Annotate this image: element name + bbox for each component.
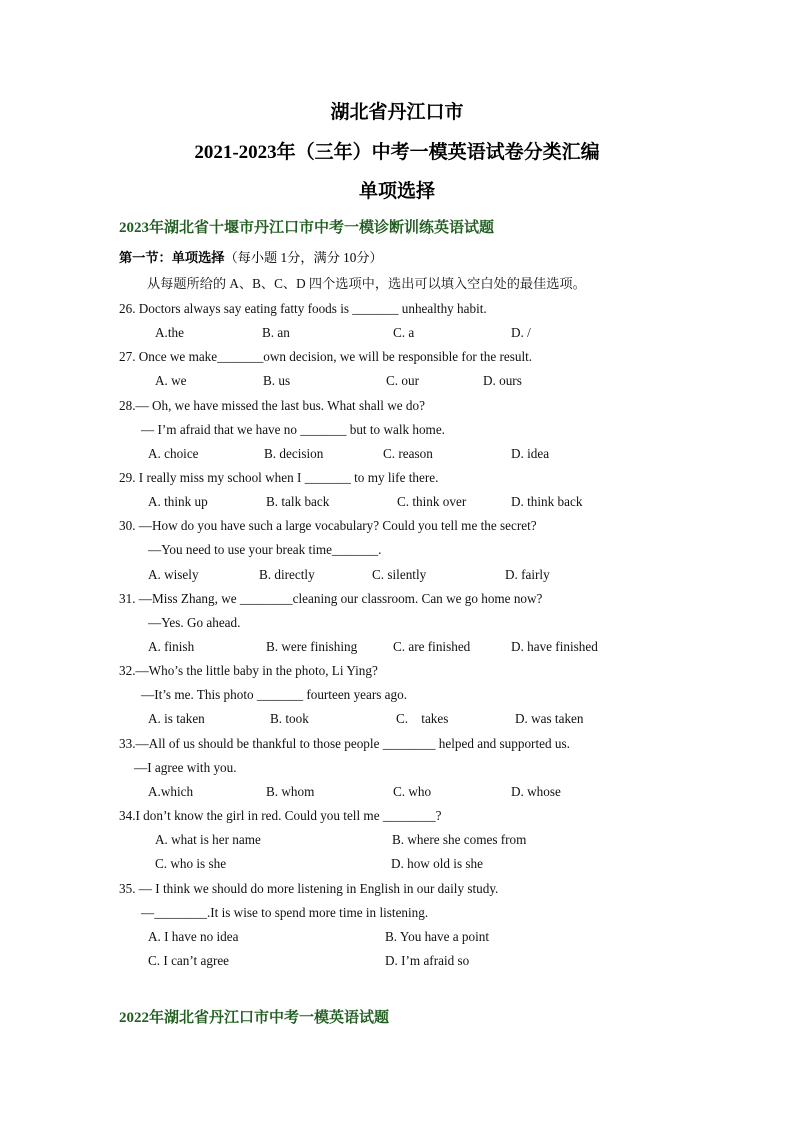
option-d: D. was taken xyxy=(515,711,584,726)
option-b: B. You have a point xyxy=(385,929,490,944)
question-stem-reply: —It’s me. This photo _______ fourteen years ago. xyxy=(141,687,408,702)
part-heading xyxy=(119,247,383,266)
question-stem: 27. Once we make_______own decision, we will be responsible for the result. xyxy=(119,349,533,364)
option-b: B. talk back xyxy=(266,494,330,509)
option-d: D. think back xyxy=(511,494,583,509)
option-a: A. I have no idea xyxy=(148,929,239,944)
question-stem: 33.—All of us should be thankful to those people ________ helped and supported us. xyxy=(119,736,570,751)
question-stem: 32.—Who’s the little baby in the photo, Li Ying? xyxy=(119,663,378,678)
question-stem: 26. Doctors always say eating fatty foods is _______ unhealthy habit. xyxy=(119,301,487,316)
option-d: D. idea xyxy=(511,446,550,461)
option-d: D. fairly xyxy=(505,567,550,582)
question-stem-reply: —You need to use your break time_______. xyxy=(148,542,382,557)
question-stem-reply: —________.It is wise to spend more time in listening. xyxy=(141,905,429,920)
question-stem-reply: —I agree with you. xyxy=(134,760,237,775)
option-c: C. who is she xyxy=(155,856,227,871)
part-instruction: 从每题所给的 A、B、C、D 四个选项中，选出可以填入空白处的最佳选项。 xyxy=(147,276,586,291)
option-a: A. choice xyxy=(148,446,199,461)
question-stem: 29. I really miss my school when I _______ to my life there. xyxy=(119,470,439,485)
option-d: D. have finished xyxy=(511,639,598,654)
title-topic: 单项选择 xyxy=(358,181,435,202)
question-stem-reply: — I’m afraid that we have no _______ but to walk home. xyxy=(141,422,445,437)
option-c: C. who xyxy=(393,784,432,799)
option-c: C. a xyxy=(393,325,415,340)
question-stem: 28.— Oh, we have missed the last bus. What shall we do? xyxy=(119,398,425,413)
option-b: B. an xyxy=(262,325,290,340)
title-region: 湖北省丹江口市 xyxy=(330,102,464,123)
option-c: C. our xyxy=(386,373,419,388)
question-stem: 30. —How do you have such a large vocabulary? Could you tell me the secret? xyxy=(119,518,537,533)
option-a: A. finish xyxy=(148,639,195,654)
option-c: C. takes xyxy=(396,711,449,726)
part-heading-label: 第一节：单项选择 xyxy=(119,250,225,265)
option-b: B. us xyxy=(263,373,291,388)
option-b: B. where she comes from xyxy=(392,832,527,847)
option-d: D. whose xyxy=(511,784,561,799)
question-stem: 34.I don’t know the girl in red. Could you tell me ________? xyxy=(119,808,442,823)
option-c: C. reason xyxy=(383,446,433,461)
option-a: A. wisely xyxy=(148,567,199,582)
option-c: C. silently xyxy=(372,567,427,582)
option-b: B. took xyxy=(270,711,309,726)
title-collection: 2021-2023年（三年）中考一模英语试卷分类汇编 xyxy=(194,142,600,163)
section-heading-2022: 2022年湖北省丹江口市中考一模英语试题 xyxy=(119,1010,390,1026)
question-stem-reply: —Yes. Go ahead. xyxy=(148,615,241,630)
option-a: A.the xyxy=(155,325,184,340)
question-stem: 31. —Miss Zhang, we ________cleaning our classroom. Can we go home now? xyxy=(119,591,543,606)
option-a: A.which xyxy=(148,784,194,799)
option-b: B. decision xyxy=(264,446,324,461)
option-a: A. we xyxy=(155,373,187,388)
option-a: A. think up xyxy=(148,494,208,509)
option-d: D. how old is she xyxy=(391,856,483,871)
option-d: D. I’m afraid so xyxy=(385,953,470,968)
option-d: D. / xyxy=(511,325,531,340)
option-c: C. think over xyxy=(397,494,467,509)
question-stem: 35. — I think we should do more listening in English in our daily study. xyxy=(119,881,499,896)
option-c: C. I can’t agree xyxy=(148,953,230,968)
option-b: B. were finishing xyxy=(266,639,358,654)
option-a: A. is taken xyxy=(148,711,205,726)
part-heading-note: （每小题 1分，满分 10分） xyxy=(224,250,383,265)
option-a: A. what is her name xyxy=(155,832,261,847)
option-b: B. directly xyxy=(259,567,315,582)
option-b: B. whom xyxy=(266,784,315,799)
option-d: D. ours xyxy=(483,373,522,388)
option-c: C. are finished xyxy=(393,639,471,654)
section-heading-2023: 2023年湖北省十堰市丹江口市中考一模诊断训练英语试题 xyxy=(119,220,495,236)
